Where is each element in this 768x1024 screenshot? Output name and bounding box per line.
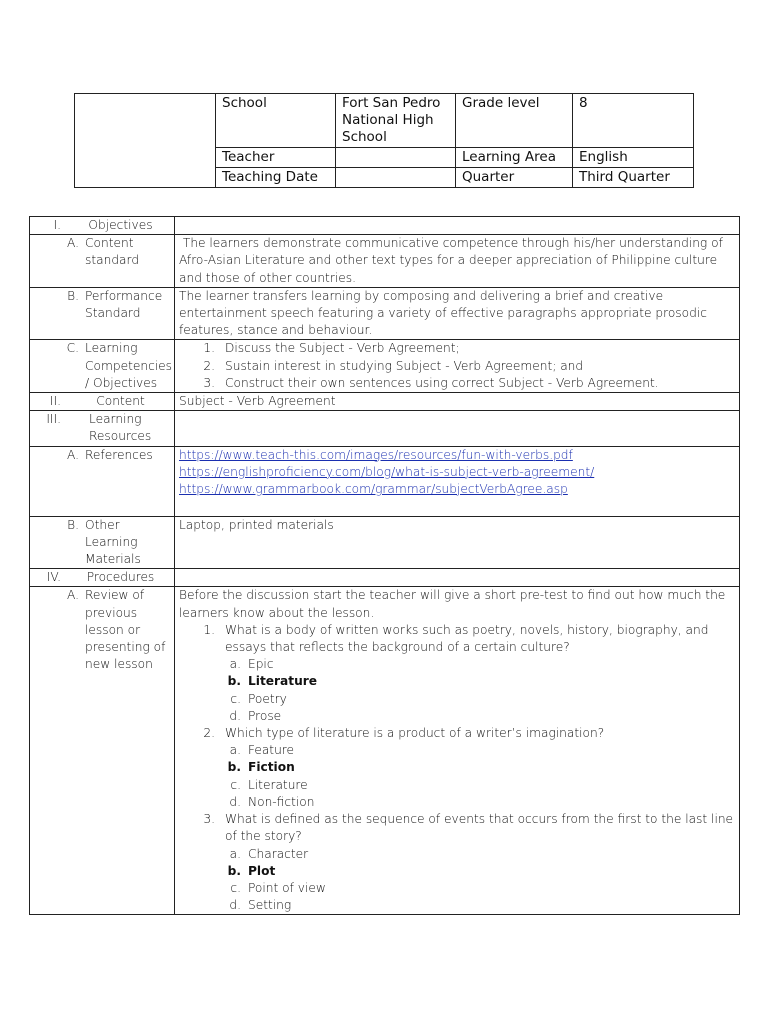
option-letter: a. [229,657,241,672]
other-materials-row [30,516,740,569]
area-label: Learning Area [456,148,573,168]
question-text: What is defined as the sequence of events that occurs from the first to the last line of the story? [225,812,734,844]
option-text: Non-fiction [248,794,315,809]
question-text: Which type of literature is a product of a writer’s imagination? [225,726,605,741]
option-text: Literature [248,674,318,689]
school-info-table [74,93,694,188]
grade-label: Grade level [456,94,573,148]
option-text: Setting [248,898,292,913]
content-row [30,393,740,411]
question-text: What is a body of written works such as poetry, novels, history, biography, and essays that reflects the background of a certain culture? [225,622,709,655]
reference-link[interactable]: https://www.teach-this.com/images/resources/fun-with-verbs.pdf [179,447,573,462]
item-label: Content standard [85,236,140,268]
question-number: 2. [203,726,215,741]
option-text: Point of view [248,880,326,895]
grade-value: 8 [573,94,694,148]
option-text: Literature [248,777,308,792]
item-marker: A. [67,447,79,462]
area-value: English [573,148,694,168]
item-label: Performance Standard [85,288,163,321]
content-standard-row [30,235,740,288]
item-label: Review of previous lesson or presenting of new lesson [85,588,166,672]
section-numeral: I. [53,218,61,232]
section-numeral: IV. [46,570,61,585]
logo-cell [75,94,216,188]
option-text: Poetry [248,691,287,706]
school-value: Fort San Pedro National High School [336,94,456,148]
school-label: School [216,94,336,148]
competencies-row [30,340,740,393]
objectives-row [30,217,740,235]
competency-number: 3. [203,375,215,390]
section-title: Objectives [88,218,153,232]
item-marker: A. [67,236,79,251]
option-letter: c. [230,880,241,895]
option-text: Feature [248,743,295,758]
procedures-row [30,569,740,587]
competency-text: Sustain interest in studying Subject - Verb Agreement; and [225,358,584,373]
option-letter: b. [227,863,241,878]
option-letter: c. [230,777,241,792]
option-letter: b. [227,674,241,689]
item-marker: A. [67,588,79,603]
item-label: References [85,447,153,462]
content-standard-text: The learners demonstrate communicative competence through his/her understanding of Afro-Asian Literature and other text types for a deeper appreciation of Philippine culture and those of other countries. [175,235,740,288]
option-letter: a. [229,846,241,861]
question-number: 1. [203,622,215,637]
pretest-intro: Before the discussion start the teacher will give a short pre-test to find out how much the learners know about the lesson. [179,588,726,620]
section-numeral: III. [46,412,61,427]
references-row [30,446,740,516]
section-title: Learning Resources [89,412,152,444]
item-label: Other Learning Materials [85,517,141,567]
reference-link[interactable]: https://englishproficiency.com/blog/what-is-subject-verb-agreement/ [179,464,595,479]
option-letter: d. [229,794,241,809]
option-letter: d. [229,708,241,723]
review-row [30,587,740,915]
option-letter: c. [230,691,241,706]
option-text: Character [248,846,309,861]
quarter-value: Third Quarter [573,168,694,188]
performance-standard-text: The learner transfers learning by composing and delivering a brief and creative entertainment speech featuring a variety of effective paragraphs appropriate prosodic features, stance and behaviour. [175,287,740,340]
quarter-label: Quarter [456,168,573,188]
item-label: Learning Competencies / Objectives [85,341,173,390]
competency-number: 1. [203,341,215,356]
question-number: 3. [203,812,215,827]
date-value [336,168,456,188]
competency-text: Construct their own sentences using correct Subject - Verb Agreement. [225,375,659,390]
option-text: Fiction [248,760,295,775]
section-title: Content [96,394,145,409]
option-letter: d. [229,898,241,913]
content-text: Subject - Verb Agreement [175,393,740,411]
item-marker: B. [67,517,79,532]
date-label: Teaching Date [216,168,336,188]
competency-text: Discuss the Subject - Verb Agreement; [225,341,460,356]
reference-link[interactable]: https://www.grammarbook.com/grammar/subjectVerbAgree.asp [179,482,568,497]
item-marker: C. [66,341,79,356]
teacher-label: Teacher [216,148,336,168]
competency-number: 2. [203,358,215,373]
other-materials-text: Laptop, printed materials [175,516,740,569]
option-text: Prose [248,708,282,723]
item-marker: B. [67,288,79,303]
lesson-plan-table [29,216,740,915]
performance-standard-row [30,287,740,340]
section-title: Procedures [86,570,155,585]
section-numeral: II. [49,394,61,409]
option-letter: a. [229,743,241,758]
resources-row [30,411,740,446]
teacher-value [336,148,456,168]
option-text: Plot [248,863,276,878]
option-letter: b. [227,760,241,775]
option-text: Epic [248,657,274,672]
